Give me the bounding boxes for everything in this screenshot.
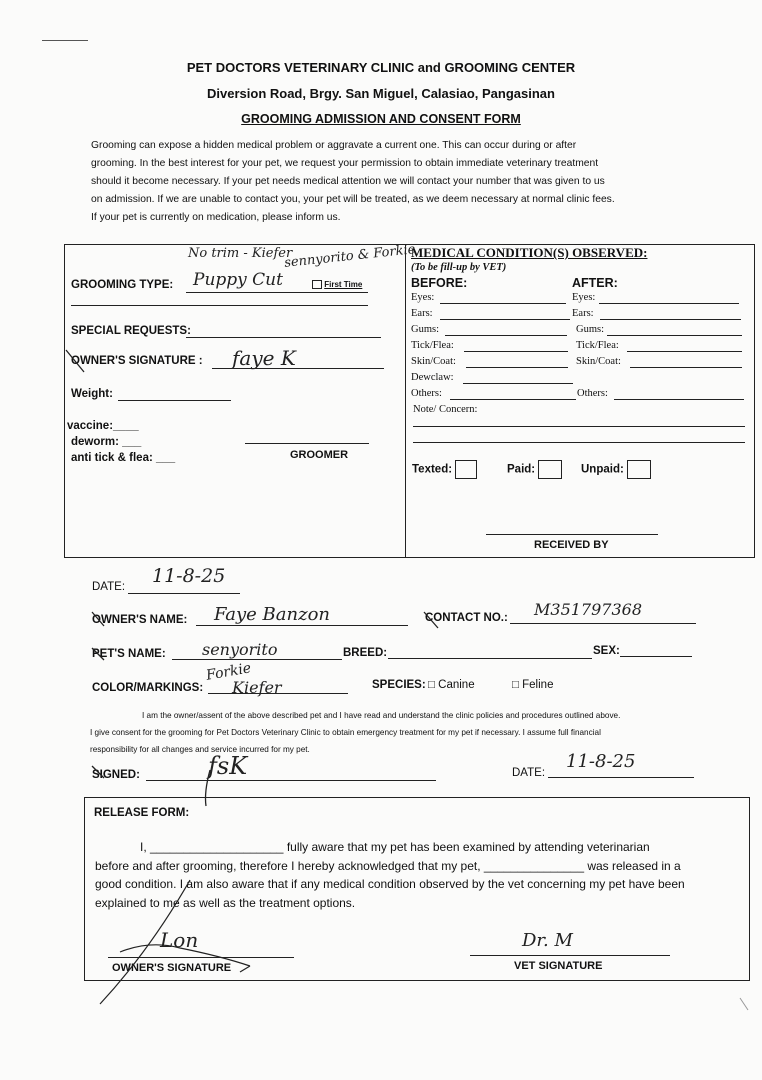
- release-line-4: explained to me as well as the treatment options.: [95, 895, 356, 910]
- pet-name-3-handwriting: Kiefer: [232, 678, 282, 697]
- owner-release-signature-label: OWNER'S SIGNATURE: [112, 962, 232, 974]
- before-ears: Ears:: [411, 308, 433, 319]
- owner-name-handwriting: Faye Banzon: [214, 604, 331, 625]
- texted-label: Texted:: [412, 463, 453, 476]
- medical-subtitle: (To be fill-up by VET): [411, 262, 507, 273]
- before-tick: Tick/Flea:: [411, 340, 454, 351]
- paid-label: Paid:: [507, 463, 536, 476]
- ink-stroke: [424, 612, 438, 628]
- first-time-label: First Time: [324, 280, 363, 289]
- weight-label: Weight:: [71, 388, 113, 400]
- intro-line: should it become necessary. If your pet needs medical attention we will contact your number that was given to us: [91, 176, 605, 187]
- medical-title: MEDICAL CONDITION(S) OBSERVED:: [411, 245, 648, 260]
- consent-line: I give consent for the grooming for Pet Doctors Veterinary Clinic to obtain emergency treatment for my pet if necessary. I assume full financial: [90, 728, 601, 737]
- vaccine-label: vaccine:____: [67, 420, 139, 432]
- ink-stroke: [740, 998, 748, 1010]
- after-others: Others:: [577, 388, 608, 399]
- owner-signature-label: OWNER'S SIGNATURE :: [71, 355, 203, 367]
- after-label: AFTER:: [572, 276, 618, 290]
- feline-option[interactable]: □ Feline: [512, 679, 554, 691]
- vet-signature-label: VET SIGNATURE: [514, 960, 603, 972]
- signed-label: SIGNED:: [92, 769, 140, 781]
- pet-name-label: PET'S NAME:: [92, 648, 166, 660]
- ink-stroke: [92, 766, 104, 778]
- after-ears: Ears:: [572, 308, 594, 319]
- intro-line: Grooming can expose a hidden medical problem or aggravate a current one. This can occur during or after: [91, 140, 577, 151]
- before-others: Others:: [411, 388, 442, 399]
- contact-handwriting: M351797368: [534, 600, 642, 619]
- grooming-type-handwriting: Puppy Cut: [193, 270, 283, 290]
- breed-label: BREED:: [343, 647, 388, 659]
- canine-option[interactable]: □ Canine: [428, 679, 475, 691]
- pet-names-note-handwriting: sennyorito & Forkie: [283, 242, 417, 271]
- unpaid-label: Unpaid:: [581, 463, 624, 476]
- date-handwriting: 11-8-25: [152, 565, 226, 587]
- date-label: DATE:: [92, 581, 126, 593]
- owner-signature-handwriting: faye K: [232, 346, 296, 370]
- contact-label: CONTACT NO.:: [425, 612, 508, 624]
- clinic-address: Diversion Road, Brgy. San Miguel, Calasiao, Pangasinan: [207, 86, 555, 101]
- grooming-type-label: GROOMING TYPE:: [71, 279, 174, 291]
- intro-line: on admission. If we are unable to contact you, your pet will be treated, as we deem necessary at normal clinic fees.: [91, 194, 615, 205]
- groomer-label: GROOMER: [290, 449, 349, 461]
- pet-name-handwriting: senyorito: [202, 640, 278, 659]
- owner-name-label: OWNER'S NAME:: [92, 614, 188, 626]
- intro-line: If your pet is currently on medication, please inform us.: [91, 212, 341, 223]
- pet-name-2-handwriting: Forkie: [204, 660, 253, 684]
- date2-handwriting: 11-8-25: [566, 751, 636, 772]
- ink-stroke: [92, 612, 104, 626]
- before-gums: Gums:: [411, 324, 440, 335]
- after-skin: Skin/Coat:: [576, 356, 621, 367]
- ink-stroke: [100, 880, 190, 1004]
- ink-stroke: [66, 350, 84, 372]
- release-line-1: I, ____________________ fully aware that my pet has been examined by attending veterinarian: [140, 840, 650, 854]
- release-line-2: before and after grooming, therefore I hereby acknowledged that my pet, _______________ was released in a: [95, 858, 681, 873]
- ink-stroke: [240, 966, 250, 972]
- note-concern-label: Note/ Concern:: [413, 404, 478, 415]
- sex-label: SEX:: [593, 645, 620, 657]
- before-eyes: Eyes:: [411, 292, 435, 303]
- anti-tick-label: anti tick & flea: ___: [71, 452, 176, 464]
- release-line-3: good condition. I am also aware that if any medical condition observed by the vet concerning my pet have been: [95, 877, 685, 891]
- after-eyes: Eyes:: [572, 292, 596, 303]
- ink-stroke: [206, 770, 211, 806]
- intro-line: grooming. In the best interest for your pet, we request your permission to obtain immediate veterinary treatment: [91, 158, 599, 169]
- before-skin: Skin/Coat:: [411, 356, 456, 367]
- before-dewclaw: Dewclaw:: [411, 372, 454, 383]
- form-title: GROOMING ADMISSION AND CONSENT FORM: [241, 112, 521, 126]
- vet-signature-handwriting: Dr. M: [522, 930, 573, 951]
- deworm-label: deworm: ___: [71, 436, 142, 448]
- grooming-note-handwriting: No trim - Kiefer: [188, 246, 293, 261]
- ink-stroke: [120, 945, 250, 966]
- signed-handwriting: fsK: [208, 752, 248, 780]
- consent-line: I am the owner/assent of the above described pet and I have read and understand the clinic policies and procedures outlined above.: [142, 711, 621, 720]
- owner-release-signature-handwriting: Lon: [160, 928, 199, 952]
- ink-stroke: [92, 648, 104, 660]
- received-by-label: RECEIVED BY: [534, 539, 609, 551]
- special-requests-label: SPECIAL REQUESTS:: [71, 325, 191, 337]
- species-label: SPECIES:: [372, 679, 426, 691]
- date2-label: DATE:: [512, 767, 546, 779]
- color-markings-label: COLOR/MARKINGS:: [92, 682, 204, 694]
- clinic-name: PET DOCTORS VETERINARY CLINIC and GROOMING CENTER: [186, 60, 576, 75]
- release-title: RELEASE FORM:: [94, 807, 190, 819]
- after-tick: Tick/Flea:: [576, 340, 619, 351]
- before-label: BEFORE:: [411, 276, 468, 290]
- consent-line: responsibility for all changes and service incurred for my pet.: [90, 745, 310, 754]
- after-gums: Gums:: [576, 324, 605, 335]
